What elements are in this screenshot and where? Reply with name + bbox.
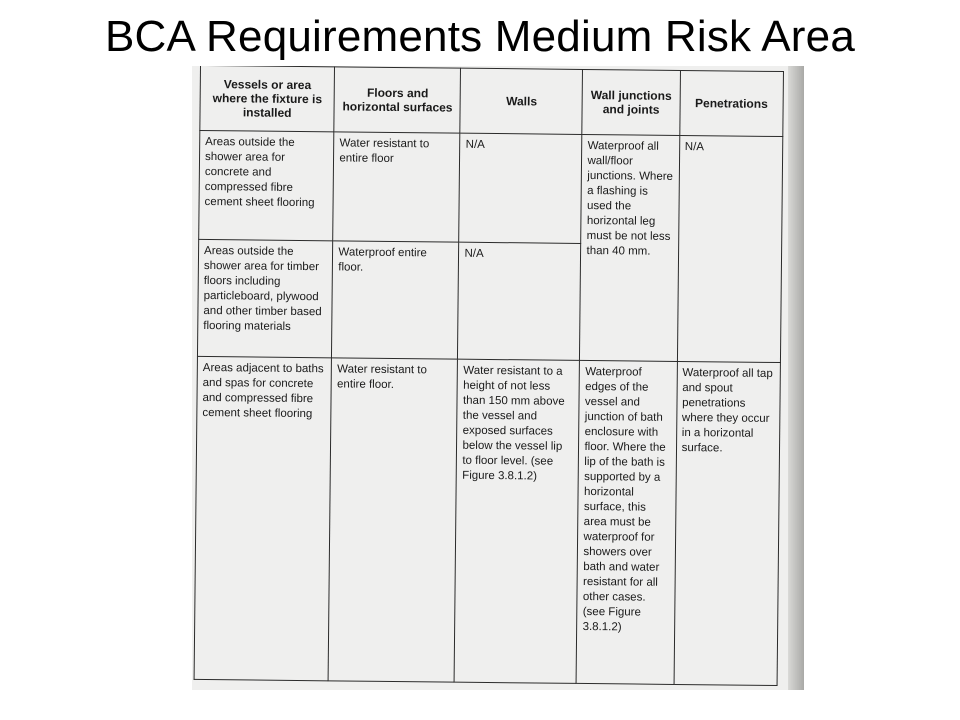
header-floors: Floors and horizontal surfaces xyxy=(334,67,461,133)
table-row xyxy=(194,356,780,685)
slide-title: BCA Requirements Medium Risk Area xyxy=(104,12,855,61)
cell-junctions: Waterproof edges of the vessel and junction of bath enclosure with floor. Where the lip of the bath is supported by a horizontal surface, this area must be waterproof for showers over bath and water resistant for all other cases. (see Figure 3.8.1.2) xyxy=(577,360,678,684)
cell-walls: N/A xyxy=(458,242,581,360)
header-penetrations: Penetrations xyxy=(679,70,783,136)
header-wall-junctions: Wall junctions and joints xyxy=(582,69,680,135)
cell-floors: Water resistant to entire floor. xyxy=(328,358,457,682)
cell-area: Areas outside the shower area for timber floors including particleboard, plywood and other timber based flooring materials xyxy=(197,239,333,357)
cell-penetrations: N/A xyxy=(677,135,783,362)
cell-walls: Water resistant to a height of not less than 150 mm above the vessel and exposed surfaces below the vessel lip to floor level. (see Figure 3.8.1.2) xyxy=(455,359,580,683)
table-row xyxy=(199,130,783,245)
table-header-row xyxy=(200,66,784,137)
cell-floors: Water resistant to entire floor xyxy=(333,132,460,242)
cell-area: Areas outside the shower area for concrete and compressed fibre cement sheet flooring xyxy=(199,130,335,240)
header-walls: Walls xyxy=(460,68,583,134)
cell-junctions: Waterproof all wall/floor junctions. Where a flashing is used the horizontal leg must be not less than 40 mm. xyxy=(580,134,680,361)
scan-page-edge xyxy=(788,66,804,690)
scanned-table-image xyxy=(192,66,804,690)
bca-requirements-table xyxy=(194,66,784,686)
header-vessels-area: Vessels or area where the fixture is installed xyxy=(200,66,335,132)
cell-walls: N/A xyxy=(459,133,582,243)
cell-floors: Waterproof entire floor. xyxy=(332,241,459,359)
cell-area: Areas adjacent to baths and spas for concrete and compressed fibre cement sheet flooring xyxy=(194,356,332,680)
cell-penetrations: Waterproof all tap and spout penetrations where they occur in a horizontal surface. xyxy=(674,361,781,685)
